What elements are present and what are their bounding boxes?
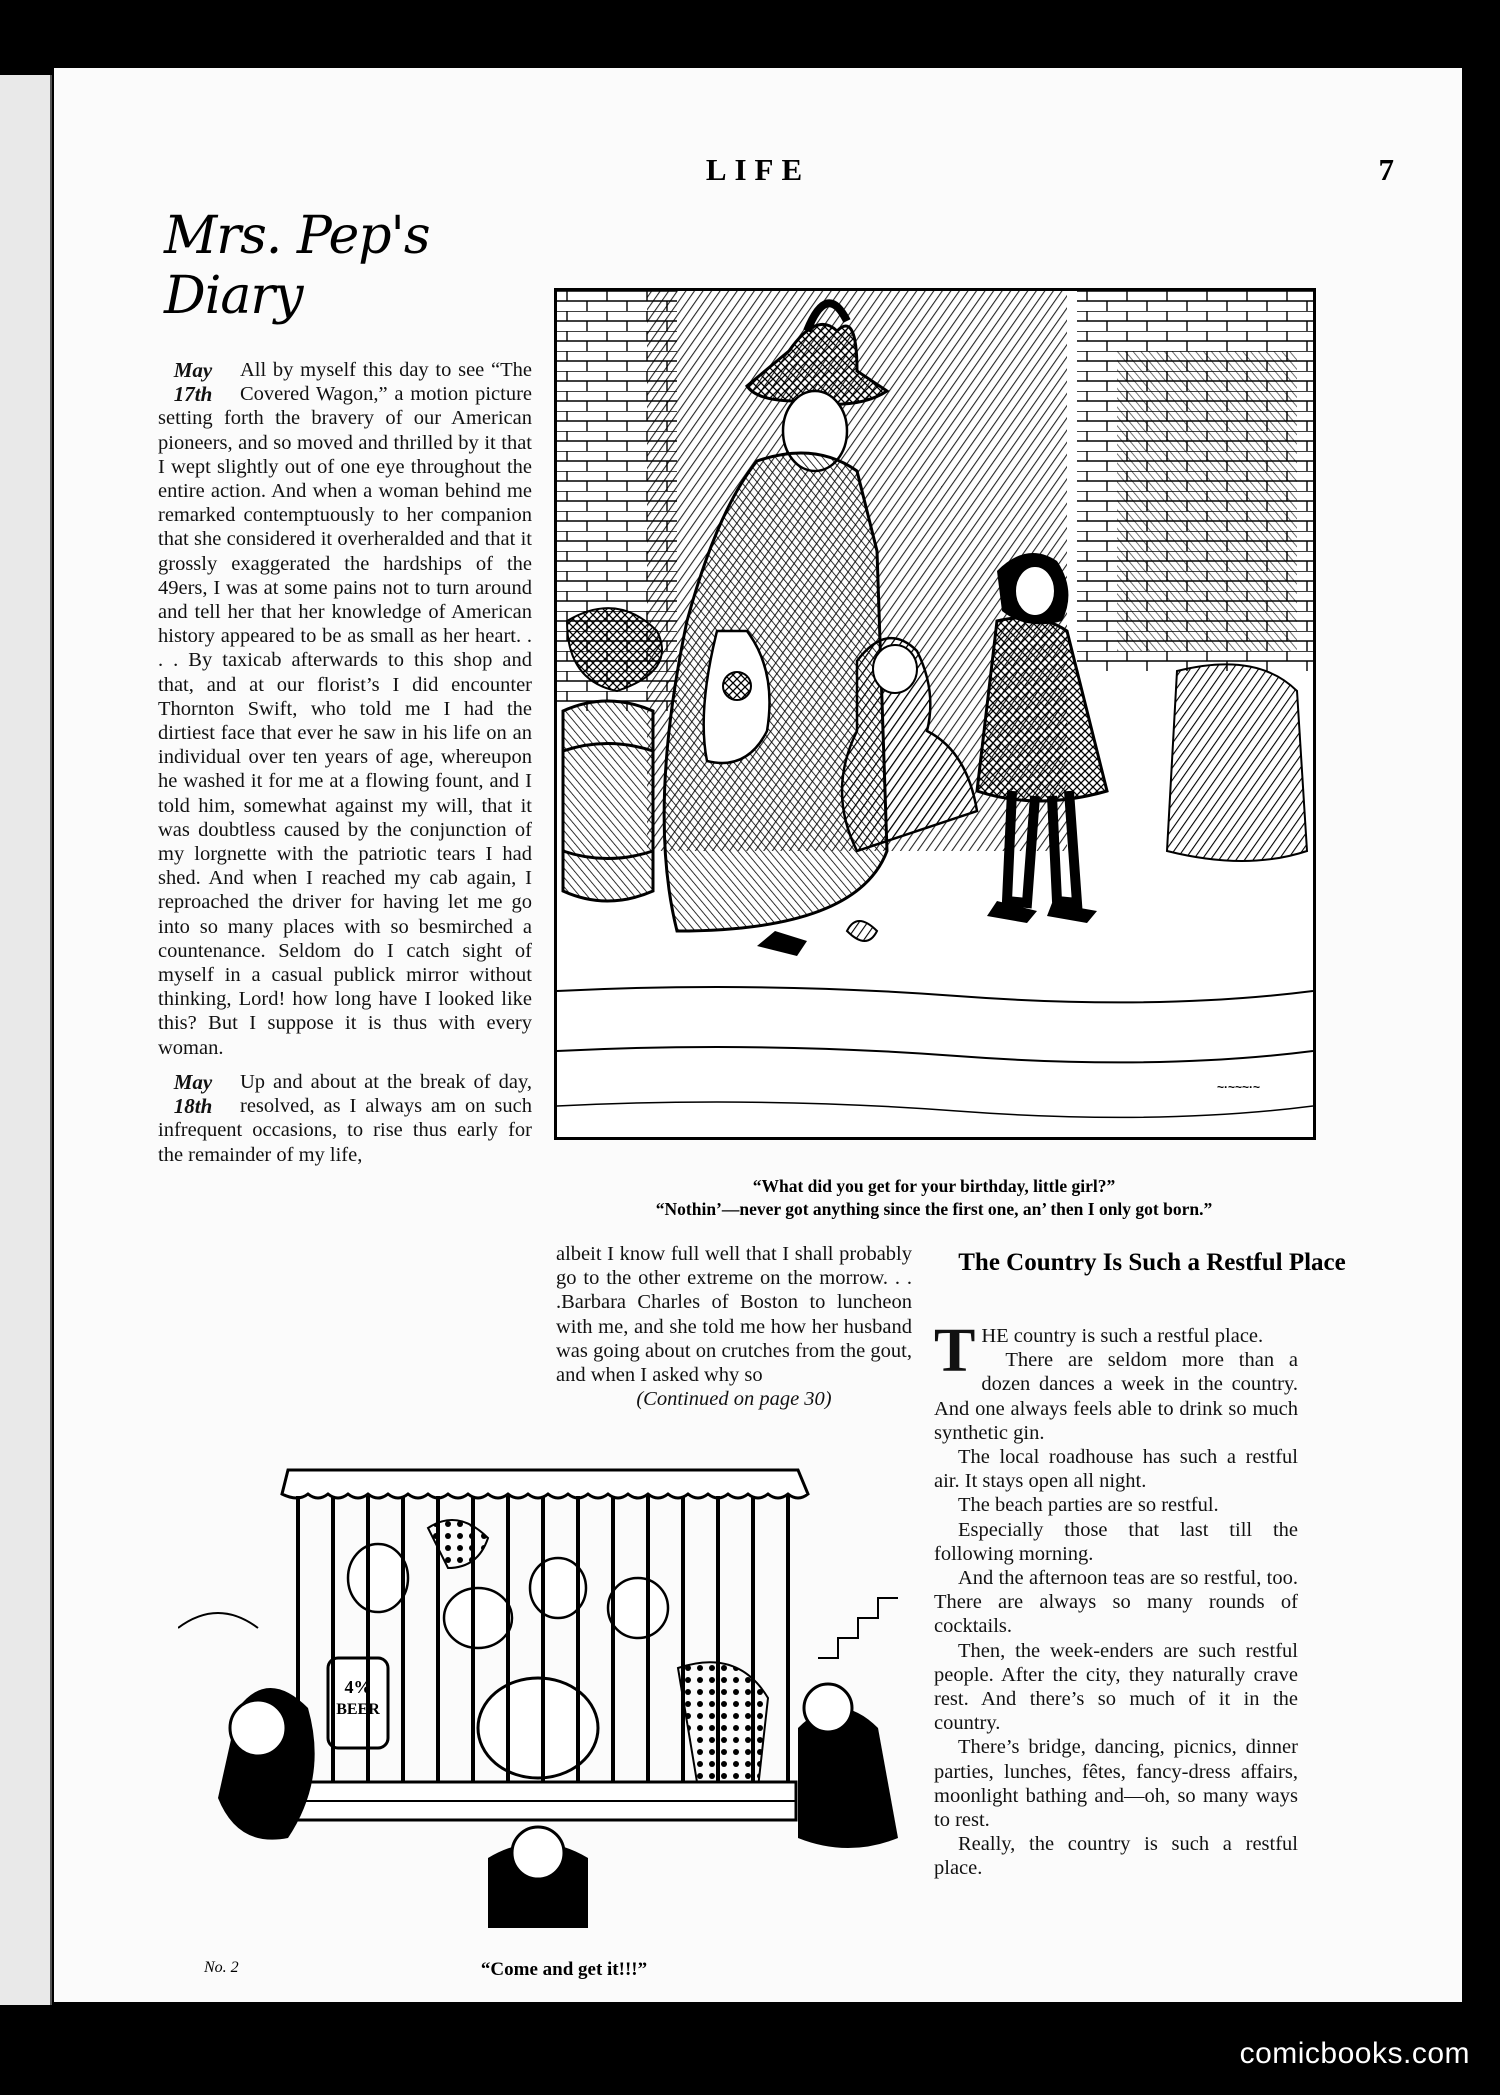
cartoon-caption-bottom: “Come and get it!!!”	[480, 1959, 648, 1980]
caption-line-1: “What did you get for your birthday, little girl?”	[752, 1176, 1116, 1196]
entry-date	[158, 1070, 228, 1118]
barrel-label-top: 4%	[344, 1677, 372, 1697]
tent	[178, 1613, 258, 1628]
entry-date	[158, 358, 228, 406]
entry-text: All by myself this day to see “The Covered Wagon,” a motion picture setting forth the bravery of our American pioneers, and so moved and thrilled by it that I wept slightly out of one eye throughout the entire action. And when a woman behind me remarked contemptuously to her companion that she considered it overheralded and that it grossly exaggerated the hardships of the 49ers, I was at some pains not to turn around and tell her that her knowledge of American history appeared to be as small as her heart. . . . By taxicab afterwards to this shop and that, and at our florist’s I did encounter Thornton Swift, who told me I had the dirtiest face that ever he saw in his life on an individual over ten years of age, whereupon he washed it for me at a flowing fount, and I told him, somewhat against my will, that it was doubtless caused by the conjunction of my lorgnette with the patriotic tears I had shed. And when I reached my cab again, I reproached the driver for having let me go into so many places with so besmirched a countenance. Seldom do I catch sight of myself in a casual publick mirror without thinking, Lord! how long have I looked like this? But I suppose it is thus with every woman.	[158, 359, 532, 1059]
diary-column-2	[556, 1242, 912, 1411]
steps	[818, 1598, 898, 1658]
artist-signature: ~·~~~·~	[1217, 1080, 1261, 1094]
article-paragraph: The beach parties are so restful.	[958, 1494, 1219, 1517]
cartoon-caption-top	[544, 1175, 1324, 1221]
cartoon-illustration-top	[554, 288, 1316, 1140]
article-paragraph: Especially those that last till the following morning.	[934, 1518, 1298, 1565]
article-first-paragraph	[934, 1317, 1298, 1385]
article-paragraph: The local roadhouse has such a restful air. It stays open all night.	[934, 1446, 1298, 1493]
entry-date-month: May	[173, 1069, 213, 1094]
drop-cap: T	[934, 1317, 976, 1385]
page-number: 7	[1378, 152, 1394, 187]
cage-cartoon-drawing	[178, 1458, 918, 1948]
diary-entry	[158, 358, 532, 1060]
diary-entry	[158, 1070, 532, 1167]
entry-date-day: 17th	[173, 382, 213, 407]
article-paragraph: There are seldom more than a dozen dances a week in the country. And one always feels able to drink so much synthetic gin.	[934, 1349, 1298, 1444]
crate	[1167, 664, 1307, 861]
facing-page-edge	[0, 75, 52, 2005]
cage-canopy	[282, 1470, 808, 1498]
barrel-label-bottom: BEER	[336, 1701, 380, 1718]
watermark: comicbooks.com	[1239, 2037, 1470, 2070]
article-body	[934, 1317, 1298, 1881]
magazine-title: LIFE	[705, 152, 811, 187]
diary-title: Mrs. Pep's Diary	[164, 206, 430, 326]
caged-crowd	[328, 1520, 768, 1788]
continued-note: (Continued on page 30)	[636, 1388, 832, 1411]
entry-date-month: May	[173, 358, 213, 382]
article-paragraph: Then, the week-enders are such restful people. After the city, they naturally crave rest. And there’s so much of it in the country.	[934, 1639, 1298, 1735]
article-paragraph: Really, the country is such a restful place.	[934, 1833, 1298, 1880]
diary-column-1	[158, 358, 532, 1167]
article-title: The Country Is Such a Restful Place	[958, 1249, 1346, 1276]
street-scene-drawing	[557, 291, 1313, 1137]
cartoon-illustration-bottom	[178, 1458, 918, 1948]
magazine-page	[54, 68, 1462, 2002]
entry-date-day: 18th	[173, 1094, 213, 1119]
article-paragraph: There’s bridge, dancing, picnics, dinner parties, lunches, fêtes, fancy-dress affairs, moonlight bathing and—oh, so many ways to rest.	[934, 1736, 1298, 1832]
barrel	[563, 701, 653, 901]
article-paragraph: And the afternoon teas are so restful, too. There are always so many rounds of cocktails.	[934, 1567, 1298, 1638]
caption-line-2: “Nothin’—never got anything since the first one, an’ then I only got born.”	[655, 1199, 1213, 1219]
entry-text: Up and about at the break of day, resolved, as I always am on such infrequent occasions, to rise thus early for the remainder of my life,	[158, 1070, 532, 1166]
figure-number: No. 2	[204, 1959, 239, 1976]
continuation-text: albeit I know full well that I shall probably go to the other extreme on the morrow. . . .Barbara Charles of Boston to luncheon with me, and she told me how her husband was going about on crutches from the gout, and when I asked why so	[556, 1243, 912, 1387]
first-paragraph-text: HE country is such a restful place.	[981, 1325, 1264, 1347]
